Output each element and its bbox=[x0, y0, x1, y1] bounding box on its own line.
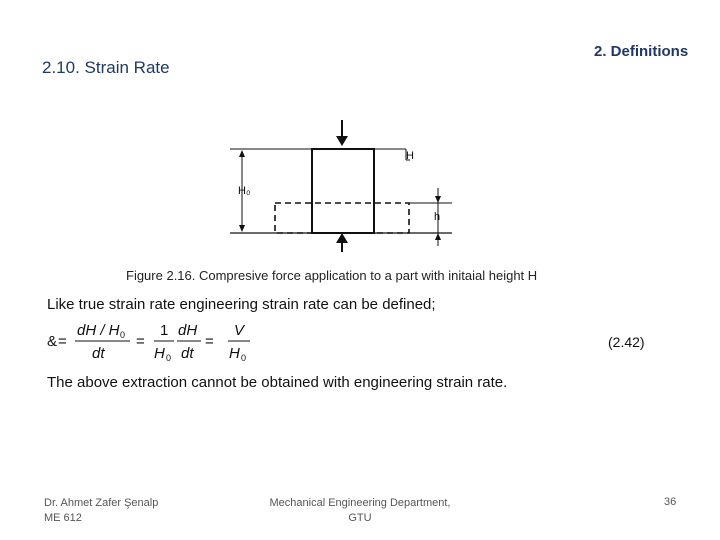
body-line-1: Like true strain rate engineering strain rate can be defined; bbox=[47, 296, 436, 313]
department-name: Mechanical Engineering Department, bbox=[269, 497, 451, 509]
svg-text:=: = bbox=[205, 333, 214, 350]
author-name: Dr. Ahmet Zafer Şenalp bbox=[44, 497, 159, 509]
svg-text:0: 0 bbox=[120, 330, 126, 340]
page-number: 36 bbox=[664, 496, 677, 508]
eq-t2-num: 1 bbox=[160, 322, 169, 339]
top-force-arrowhead bbox=[336, 136, 348, 146]
eq-t2-den-b: dt bbox=[181, 345, 194, 362]
eq-t2-den: H bbox=[154, 345, 165, 362]
section-title: 2.10. Strain Rate bbox=[42, 58, 170, 77]
equation-number: (2.42) bbox=[608, 334, 645, 350]
eq-t2-num-b: dH bbox=[178, 322, 198, 339]
label-h-lower: h bbox=[434, 211, 441, 223]
compression-figure bbox=[220, 112, 460, 252]
figure-caption: Figure 2.16. Compresive force application to a part with initaial height H bbox=[126, 268, 538, 283]
svg-text:0: 0 bbox=[166, 353, 172, 363]
bottom-force-arrowhead bbox=[336, 233, 348, 243]
eq-t1-den: dt bbox=[92, 345, 105, 362]
svg-text:=: = bbox=[58, 333, 67, 350]
body-line-2: The above extraction cannot be obtained with engineering strain rate. bbox=[47, 374, 508, 391]
course-code: ME 612 bbox=[44, 512, 82, 524]
equation-2-42 bbox=[44, 316, 264, 366]
eq-lhs-symbol: & bbox=[47, 333, 58, 350]
svg-text:=: = bbox=[136, 333, 145, 350]
label-h-upper: H bbox=[406, 150, 414, 162]
original-block bbox=[312, 149, 374, 233]
compressed-block bbox=[275, 203, 409, 233]
label-h0: H₀ bbox=[238, 185, 251, 197]
footer-author bbox=[44, 496, 158, 526]
eq-t1-num: dH / H bbox=[77, 322, 120, 339]
chapter-label: 2. Definitions bbox=[594, 43, 689, 60]
svg-text:0: 0 bbox=[241, 353, 247, 363]
eq-t3-den: H bbox=[229, 345, 240, 362]
eq-t3-num: V bbox=[234, 322, 245, 339]
footer-department bbox=[268, 496, 452, 526]
university-name: GTU bbox=[348, 512, 372, 524]
